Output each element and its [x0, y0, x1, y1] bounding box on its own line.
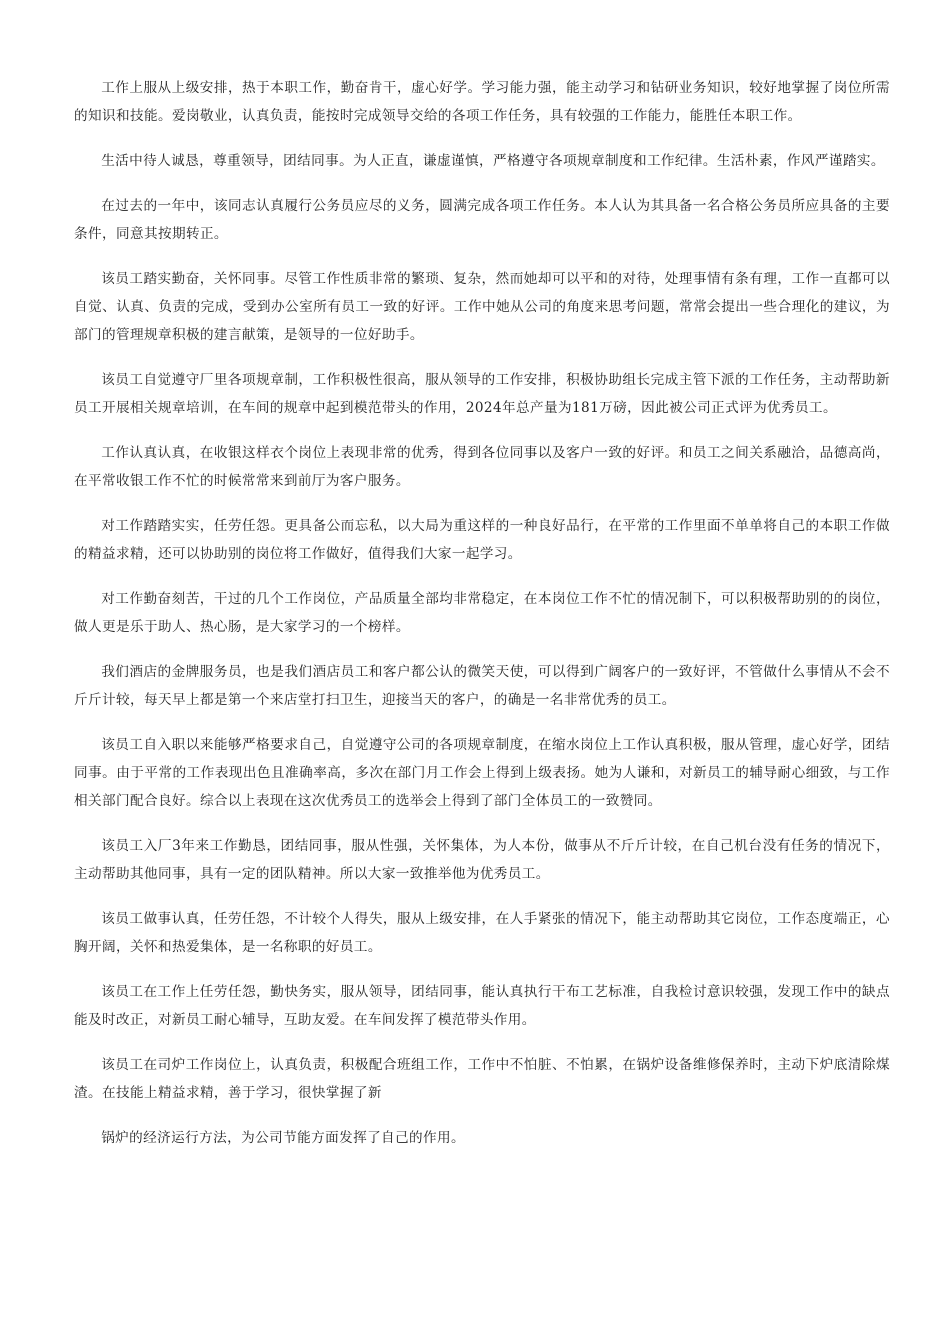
- paragraph-15: 锅炉的经济运行方法，为公司节能方面发挥了自己的作用。: [101, 1130, 466, 1146]
- paragraph-8: 对工作勤奋刻苦，干过的几个工作岗位，产品质量全部均非常稳定，在本岗位工作不忙的情况制下，可以积极帮助别的的岗位，做人更是乐于助人、热心肠，是大家学习的一个榜样。: [74, 591, 890, 635]
- paragraph-2: 生活中待人诚恳，尊重领导，团结同事。为人正直，谦虚谨慎，严格遵守各项规章制度和工作纪律。生活朴素，作风严谨踏实。: [101, 153, 885, 169]
- paragraph-3: 在过去的一年中，该同志认真履行公务员应尽的义务，圆满完成各项工作任务。本人认为其具备一名合格公务员所应具备的主要条件，同意其按期转正。: [74, 198, 890, 242]
- paragraph-4: 该员工踏实勤奋，关怀同事。尽管工作性质非常的繁琐、复杂，然而她却可以平和的对待，处理事情有条有理，工作一直都可以自觉、认真、负责的完成，受到办公室所有员工一致的好评。工作中她从公司的角度来思考问题，常常会提出一些合理化的建议，为部门的管理规章积极的建言献策，是领导的一位好助手。: [74, 271, 890, 343]
- paragraph-5: 该员工自觉遵守厂里各项规章制，工作积极性很高，服从领导的工作安排，积极协助组长完成主管下派的工作任务，主动帮助新员工开展相关规章培训，在车间的规章中起到模范带头的作用，2024年总产量为181万磅，因此被公司正式评为优秀员工。: [74, 372, 890, 416]
- paragraph-9: 我们酒店的金牌服务员，也是我们酒店员工和客户都公认的微笑天使，可以得到广阔客户的一致好评，不管做什么事情从不会不斤斤计较，每天早上都是第一个来店堂打扫卫生，迎接当天的客户，的确是一名非常优秀的员工。: [74, 664, 890, 708]
- document-body: [74, 74, 890, 1169]
- paragraph-6: 工作认真认真，在收银这样衣个岗位上表现非常的优秀，得到各位同事以及客户一致的好评。和员工之间关系融洽，品德高尚，在平常收银工作不忙的时候常常来到前厅为客户服务。: [74, 445, 890, 489]
- paragraph-14: 该员工在司炉工作岗位上，认真负责，积极配合班组工作，工作中不怕脏、不怕累，在锅炉设备维修保养时，主动下炉底清除煤渣。在技能上精益求精，善于学习，很快掌握了新: [74, 1057, 890, 1101]
- paragraph-1: 工作上服从上级安排，热于本职工作，勤奋肯干，虚心好学。学习能力强，能主动学习和钻研业务知识，较好地掌握了岗位所需的知识和技能。爱岗敬业，认真负责，能按时完成领导交给的各项工作任务，具有较强的工作能力，能胜任本职工作。: [74, 80, 890, 124]
- paragraph-11: 该员工入厂3年来工作勤恳，团结同事，服从性强，关怀集体，为人本份，做事从不斤斤计较，在自己机台没有任务的情况下，主动帮助其他同事，具有一定的团队精神。所以大家一致推举他为优秀员工。: [74, 838, 890, 882]
- paragraph-10: 该员工自入职以来能够严格要求自己，自觉遵守公司的各项规章制度，在缩水岗位上工作认真积极，服从管理，虚心好学，团结同事。由于平常的工作表现出色且准确率高，多次在部门月工作会上得到上级表扬。她为人谦和，对新员工的辅导耐心细致，与工作相关部门配合良好。综合以上表现在这次优秀员工的选举会上得到了部门全体员工的一致赞同。: [74, 737, 890, 809]
- paragraph-13: 该员工在工作上任劳任怨，勤快务实，服从领导，团结同事，能认真执行干布工艺标准，自我检讨意识较强，发现工作中的缺点能及时改正，对新员工耐心辅导，互助友爱。在车间发挥了模范带头作用。: [74, 984, 890, 1028]
- paragraph-12: 该员工做事认真，任劳任怨，不计较个人得失，服从上级安排，在人手紧张的情况下，能主动帮助其它岗位，工作态度端正，心胸开阔，关怀和热爱集体，是一名称职的好员工。: [74, 911, 890, 955]
- paragraph-7: 对工作踏踏实实，任劳任怨。更具备公而忘私，以大局为重这样的一种良好品行，在平常的工作里面不单单将自己的本职工作做的精益求精，还可以协助别的岗位将工作做好，值得我们大家一起学习。: [74, 518, 890, 562]
